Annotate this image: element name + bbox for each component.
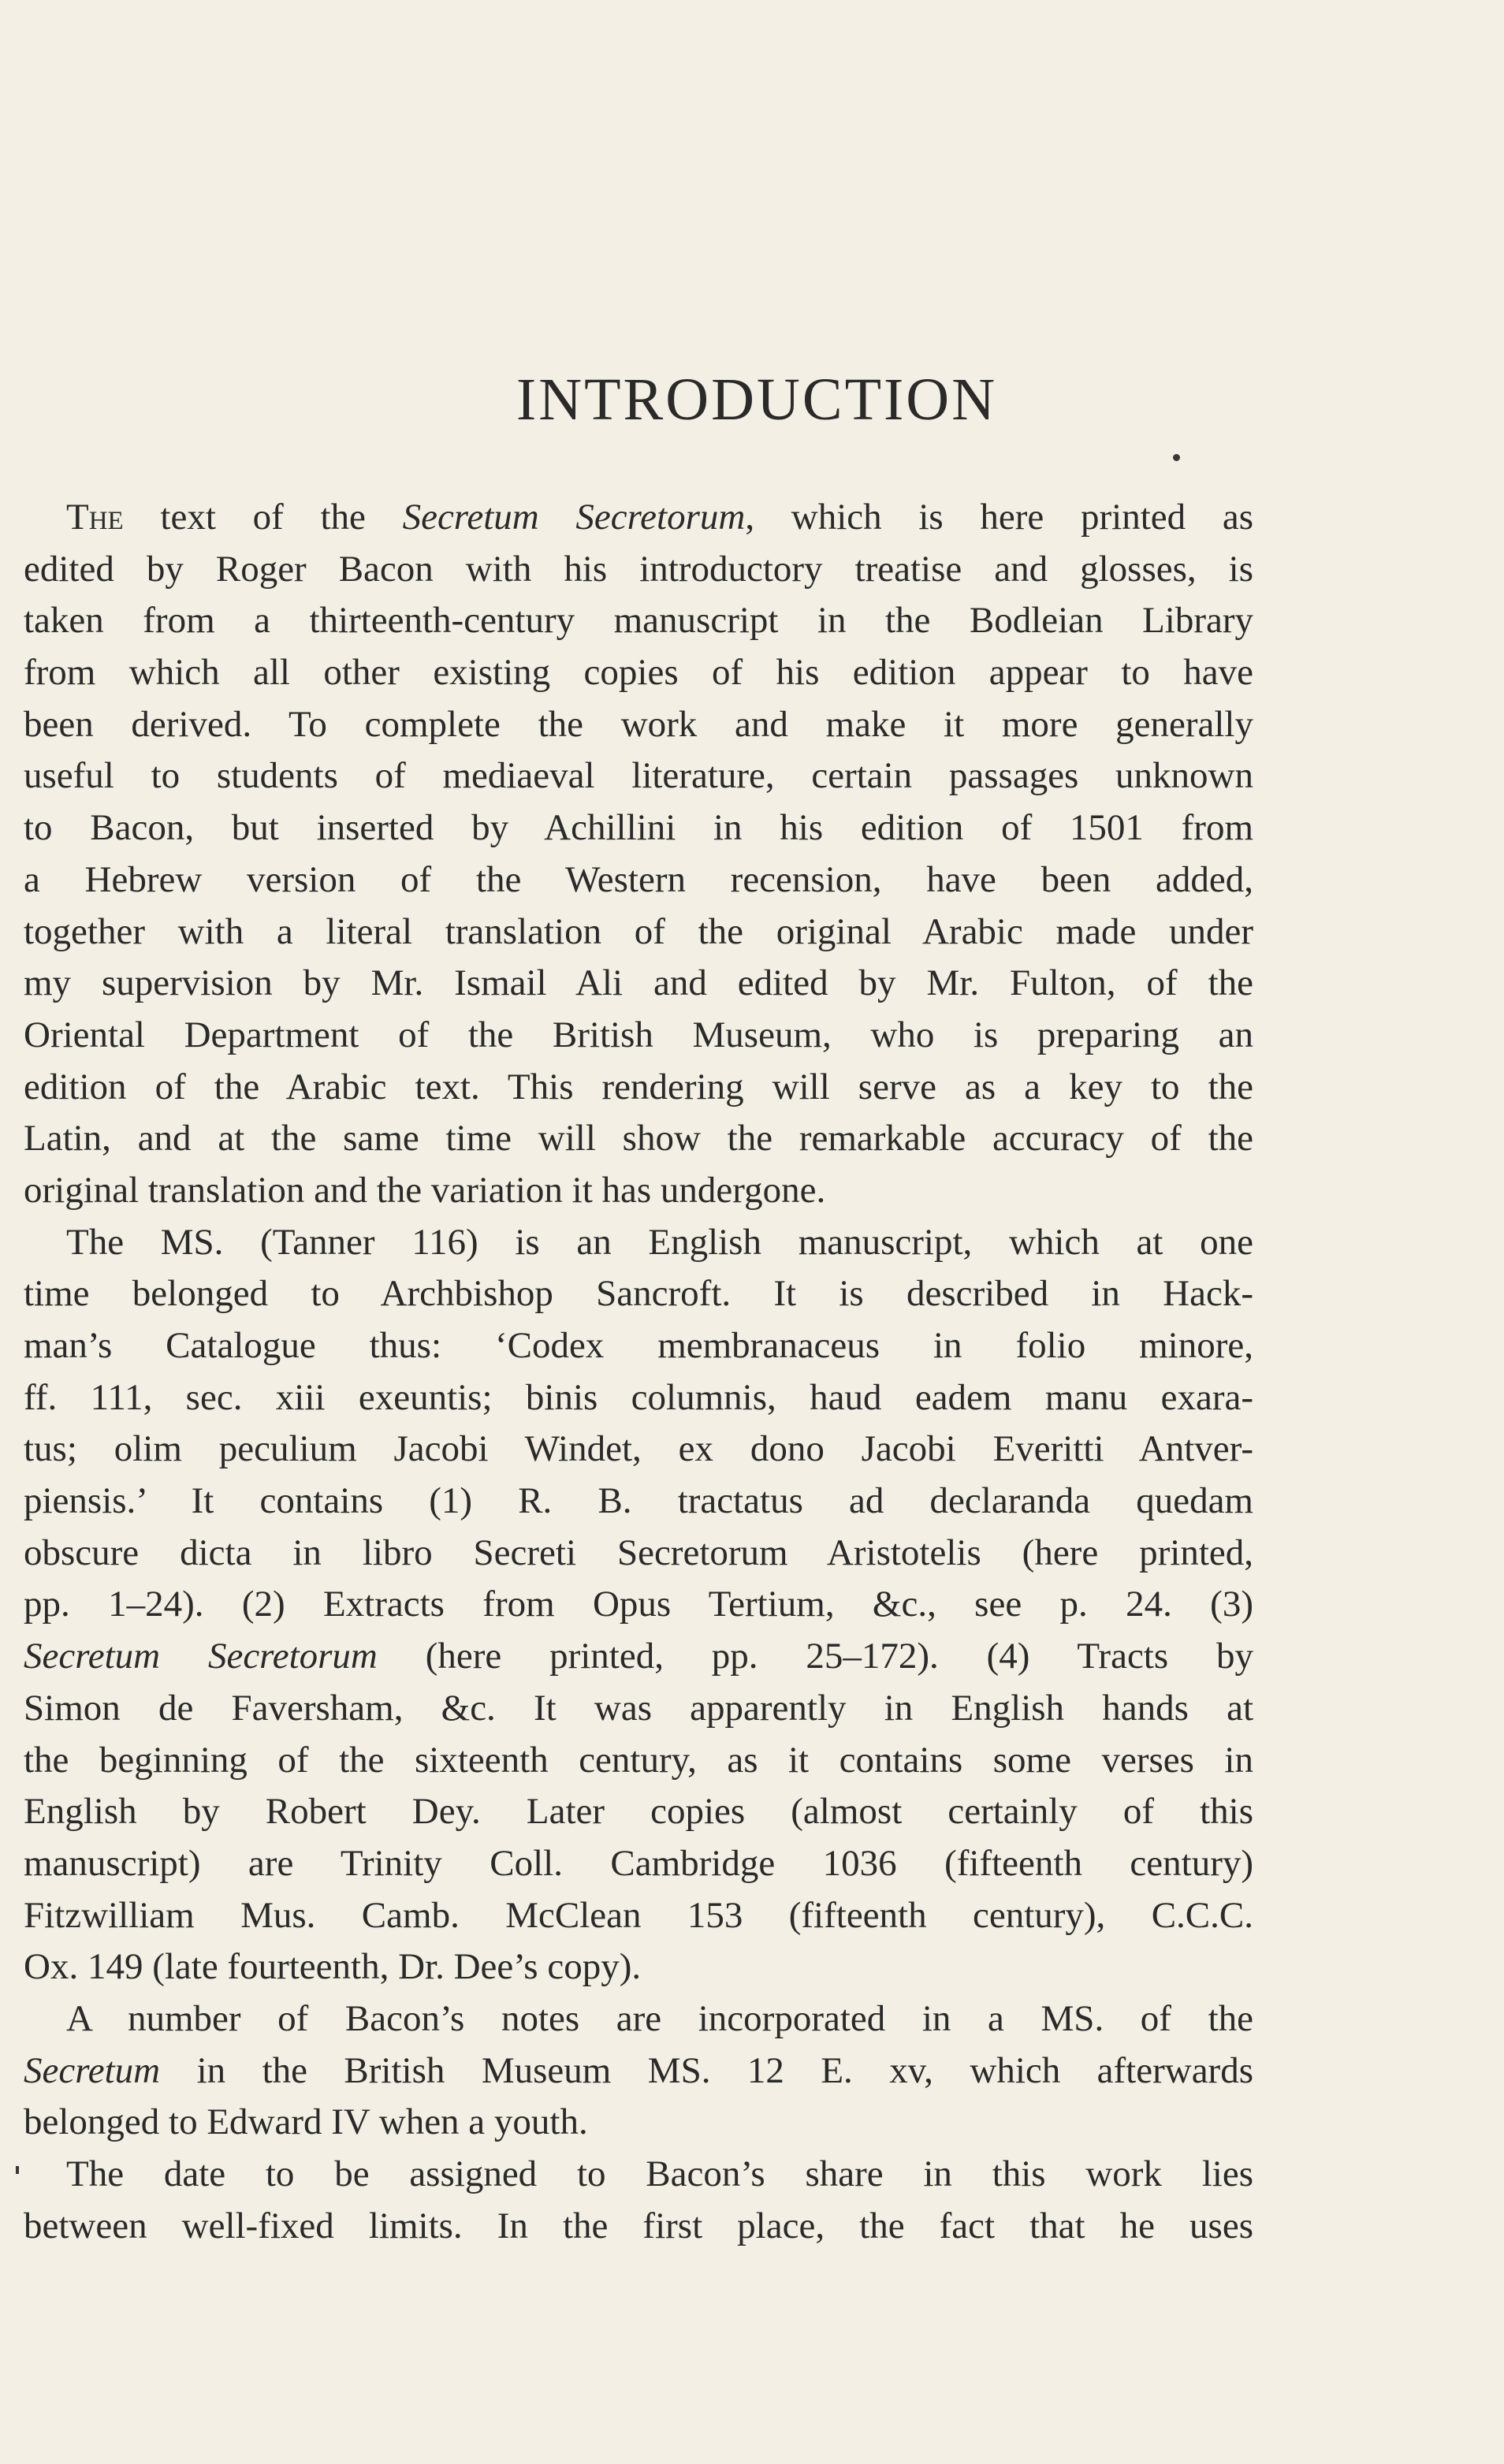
text-line: ff. 111, sec. xiii exeuntis; binis columnis, haud eadem manu exara- (24, 1376, 1253, 1418)
ink-speck (1173, 454, 1180, 461)
text-line: tus; olim peculium Jacobi Windet, ex dono Jacobi Everitti Antver- (24, 1428, 1253, 1470)
text-line: Fitzwilliam Mus. Camb. McClean 153 (fifteenth century), C.C.C. (24, 1894, 1253, 1936)
text-line: Secretum Secretorum (here printed, pp. 25–172). (4) Tracts by (24, 1636, 1253, 1677)
text-line: original translation and the variation it has undergone. (24, 1169, 826, 1211)
text-line: a Hebrew version of the Western recension, have been added, (24, 858, 1253, 900)
text-line: Ox. 149 (late fourteenth, Dr. Dee’s copy). (24, 1946, 642, 1988)
text-line: useful to students of mediaeval literature, certain passages unknown (24, 755, 1253, 797)
text-line: obscure dicta in libro Secreti Secretorum Aristotelis (here printed, (24, 1532, 1253, 1573)
text-line: Simon de Faversham, &c. It was apparently in English hands at (24, 1687, 1253, 1729)
text-line: from which all other existing copies of his edition appear to have (24, 652, 1253, 694)
text-line: to Bacon, but inserted by Achillini in his edition of 1501 from (24, 807, 1253, 849)
text-line: been derived. To complete the work and make it more generally (24, 703, 1253, 745)
text-line: my supervision by Mr. Ismail Ali and edited by Mr. Fulton, of the (24, 962, 1253, 1004)
text-line: piensis.’ It contains (1) R. B. tractatus ad declaranda quedam (24, 1480, 1253, 1522)
text-line: The MS. (Tanner 116) is an English manuscript, which at one (66, 1221, 1253, 1263)
text-line: edited by Roger Bacon with his introductory treatise and glosses, is (24, 548, 1253, 590)
text-line: time belonged to Archbishop Sancroft. It is described in Hack- (24, 1273, 1253, 1315)
margin-mark (16, 2166, 19, 2174)
page-title: INTRODUCTION (516, 367, 998, 433)
text-line: between well-fixed limits. In the first place, the fact that he uses (24, 2205, 1253, 2246)
text-line: The date to be assigned to Bacon’s share in this work lies (66, 2153, 1253, 2194)
text-line: belonged to Edward IV when a youth. (24, 2101, 588, 2143)
text-line: Oriental Department of the British Museum, who is preparing an (24, 1014, 1253, 1055)
text-line: man’s Catalogue thus: ‘Codex membranaceus in folio minore, (24, 1325, 1253, 1366)
text-line: pp. 1–24). (2) Extracts from Opus Tertium, &c., see p. 24. (3) (24, 1584, 1253, 1625)
text-line: manuscript) are Trinity Coll. Cambridge 1036 (fifteenth century) (24, 1842, 1253, 1884)
text-line: edition of the Arabic text. This rendering will serve as a key to the (24, 1066, 1253, 1107)
text-line: Latin, and at the same time will show the remarkable accuracy of the (24, 1118, 1253, 1159)
text-line: together with a literal translation of the original Arabic made under (24, 910, 1253, 952)
text-line: taken from a thirteenth-century manuscript in the Bodleian Library (24, 600, 1253, 642)
text-line: Secretum in the British Museum MS. 12 E. xv, which afterwards (24, 2049, 1253, 2091)
text-line: English by Robert Dey. Later copies (almost certainly of this (24, 1791, 1253, 1833)
body-text (24, 492, 1253, 2252)
text-line: The text of the Secretum Secretorum, which is here printed as (66, 497, 1253, 538)
text-line: the beginning of the sixteenth century, as it contains some verses in (24, 1739, 1253, 1781)
text-line: A number of Bacon’s notes are incorporated in a MS. of the (66, 1997, 1253, 2039)
